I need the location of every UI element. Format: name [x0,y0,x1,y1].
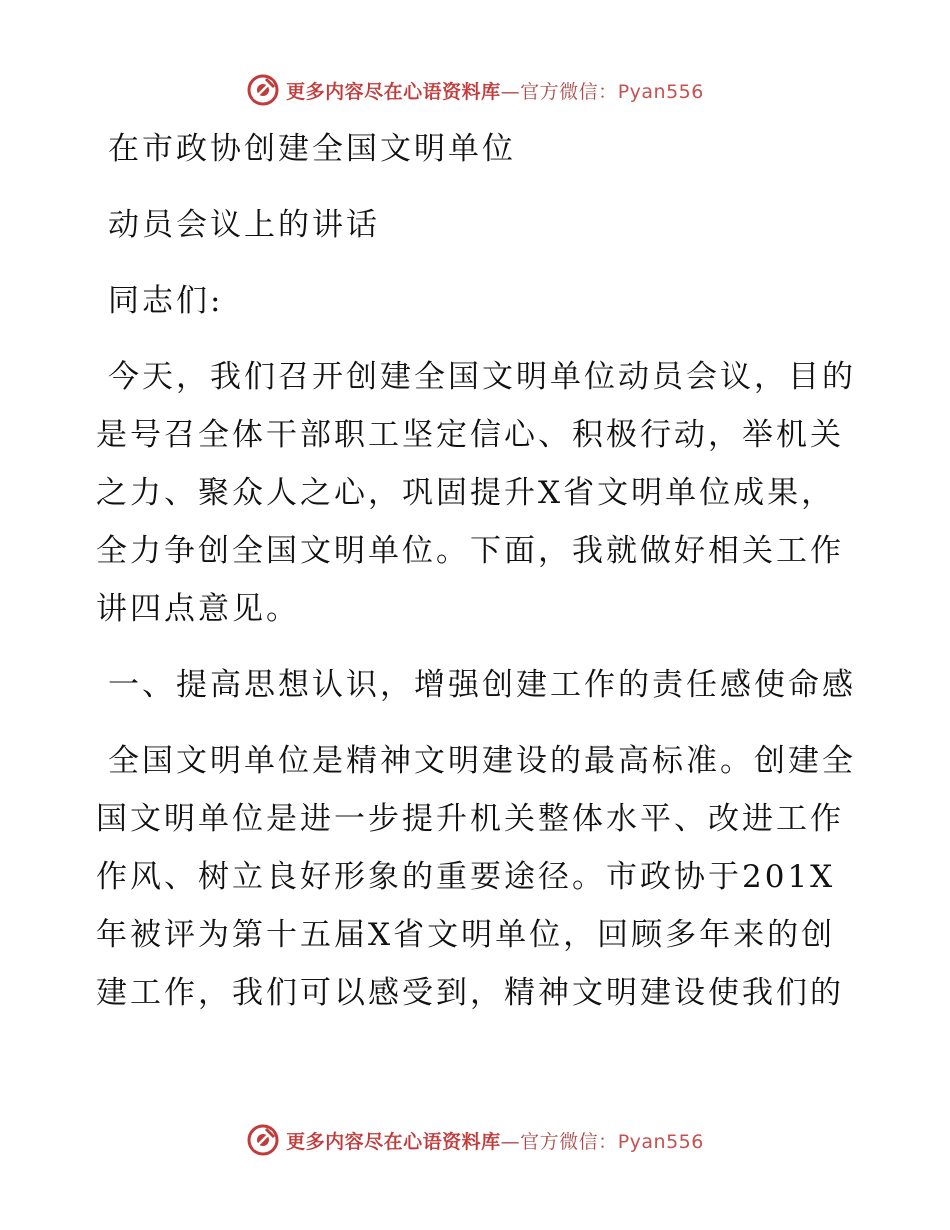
logo-icon [246,73,280,107]
document-body [96,120,866,1022]
watermark-label [286,1127,704,1154]
watermark-wechat-id: Pyan556 [617,1130,704,1153]
salutation: 同志们: [108,283,224,319]
paragraph-section-1 [96,732,866,1022]
paragraph-section-1-text: 全国文明单位是精神文明建设的最高标准。创建全国文明单位是进一步提升机关整体水平、改进工作作风、树立良好形象的重要途径。市政协于201X年被评为第十五届X省文明单位，回顾多年来的创建工作，我们可以感受到，精神文明建设使我们的 [96,743,856,1011]
section-heading-1 [96,656,866,714]
title-line-1: 在市政协创建全国文明单位 [108,131,516,167]
watermark-wechat-id: Pyan556 [617,80,704,103]
header-watermark [0,70,950,110]
title-line-2: 动员会议上的讲话 [108,207,380,243]
watermark-separator: —官方微信： [500,80,618,103]
paragraph-intro-text: 今天，我们召开创建全国文明单位动员会议，目的是号召全体干部职工坚定信心、积极行动，举机关之力、聚众人之心，巩固提升X省文明单位成果，全力争创全国文明单位。下面，我就做好相关工作讲四点意见。 [96,359,856,627]
paragraph-intro [96,348,866,638]
watermark-text: 更多内容尽在心语资料库 [286,1130,501,1153]
watermark-separator: —官方微信： [500,1130,618,1153]
section-heading-1-text: 一、提高思想认识，增强创建工作的责任感使命感 [108,667,856,703]
watermark-label [286,77,704,104]
watermark-text: 更多内容尽在心语资料库 [286,80,501,103]
footer-watermark [0,1120,950,1160]
logo-icon [246,1123,280,1157]
